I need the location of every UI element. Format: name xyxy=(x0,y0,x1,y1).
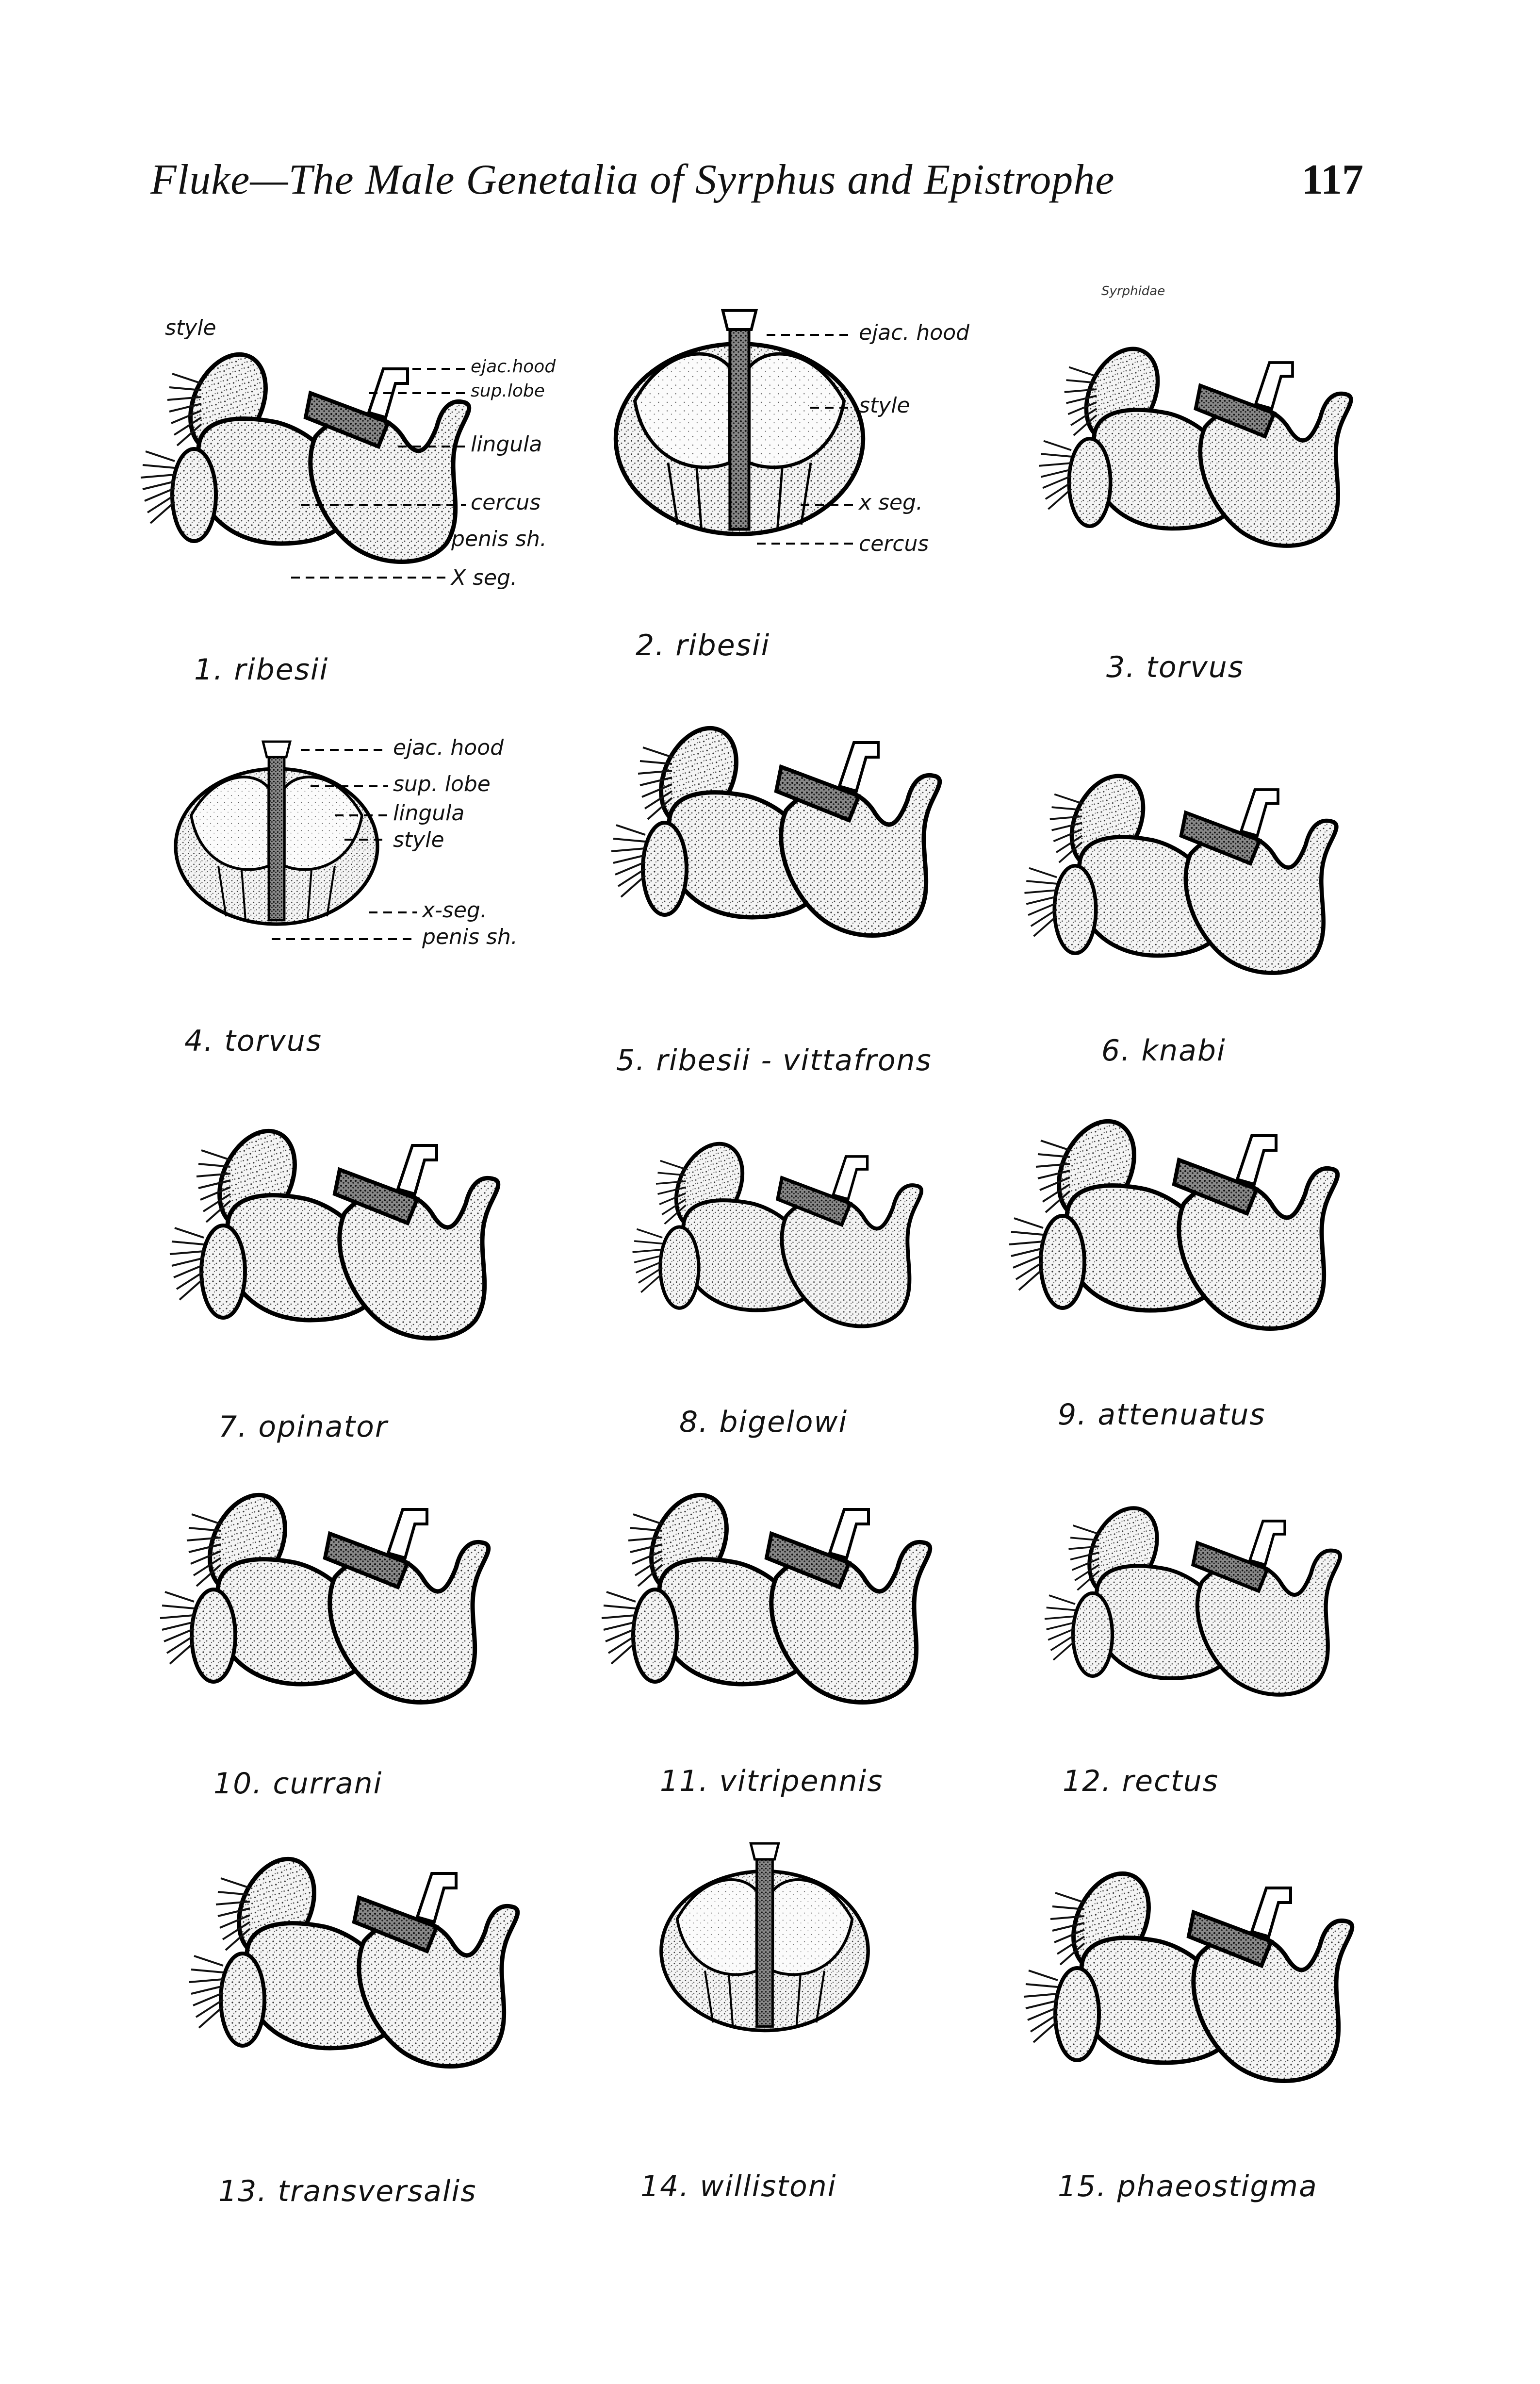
figure-13-drawing xyxy=(189,1847,518,2066)
figure-10-drawing xyxy=(160,1483,489,1702)
caption-figure-10: 10. currani xyxy=(213,1767,383,1801)
fig2-label-style: style xyxy=(859,393,910,418)
caption-figure-1: 1. ribesii xyxy=(194,653,329,687)
fig2-label-x-seg: x seg. xyxy=(859,490,923,515)
caption-figure-6: 6. knabi xyxy=(1101,1034,1226,1068)
fig4-label-ejac-hood: ejac. hood xyxy=(393,735,504,760)
figure-1-drawing xyxy=(141,342,469,562)
fig4-label-style: style xyxy=(393,828,444,852)
caption-figure-2: 2. ribesii xyxy=(636,629,770,662)
caption-figure-12: 12. rectus xyxy=(1063,1764,1219,1798)
caption-figure-3: 3. torvus xyxy=(1106,650,1245,684)
fig2-label-cercus: cercus xyxy=(859,531,929,556)
figure-5-drawing xyxy=(611,716,940,935)
fig1-label-style: style xyxy=(165,315,216,340)
caption-figure-4: 4. torvus xyxy=(184,1024,323,1058)
caption-figure-7: 7. opinator xyxy=(218,1410,388,1444)
fig2-label-ejac-hood: ejac. hood xyxy=(859,320,970,345)
fig4-label-x-seg: x-seg. xyxy=(422,898,487,923)
fig1-label-penis-sh: penis sh. xyxy=(451,527,547,551)
figure-12-drawing xyxy=(1045,1497,1340,1695)
fig4-label-sup-lobe: sup. lobe xyxy=(393,772,491,796)
running-title: Fluke—The Male Genetalia of Syrphus and Epistrophe xyxy=(150,156,1115,203)
figure-11-drawing xyxy=(602,1483,930,1702)
caption-figure-11: 11. vitripennis xyxy=(660,1764,884,1798)
fig4-label-lingula: lingula xyxy=(393,801,465,826)
fig1-label-ejac-hood: ejac.hood xyxy=(471,357,556,377)
figure-2-drawing xyxy=(616,311,863,534)
caption-figure-13: 13. transversalis xyxy=(218,2174,477,2208)
page-number: 117 xyxy=(1301,156,1363,203)
caption-figure-15: 15. phaeostigma xyxy=(1058,2169,1318,2203)
figure-7-drawing xyxy=(170,1119,498,1338)
caption-figure-8: 8. bigelowi xyxy=(679,1405,848,1439)
fig1-label-lingula: lingula xyxy=(471,432,542,457)
fig1-label-sup-lobe: sup.lobe xyxy=(471,381,545,401)
figure-3-drawing xyxy=(1039,337,1351,546)
fig1-label-cercus: cercus xyxy=(471,490,541,515)
figure-15-drawing xyxy=(1024,1861,1352,2081)
figure-8-drawing xyxy=(633,1133,922,1326)
fig1-label-x-seg: X seg. xyxy=(451,565,518,590)
caption-figure-9: 9. attenuatus xyxy=(1058,1398,1266,1432)
fig4-label-penis-sh: penis sh. xyxy=(422,925,518,949)
figure-9-drawing xyxy=(1009,1109,1338,1328)
figure-6-drawing xyxy=(1025,764,1337,973)
figure-14-drawing xyxy=(661,1843,868,2030)
figure-4-drawing xyxy=(176,742,377,924)
caption-figure-14: 14. willistoni xyxy=(640,2169,837,2203)
plate-label: Syrphidae xyxy=(1101,284,1165,298)
caption-figure-5: 5. ribesii - vittafrons xyxy=(616,1043,932,1077)
